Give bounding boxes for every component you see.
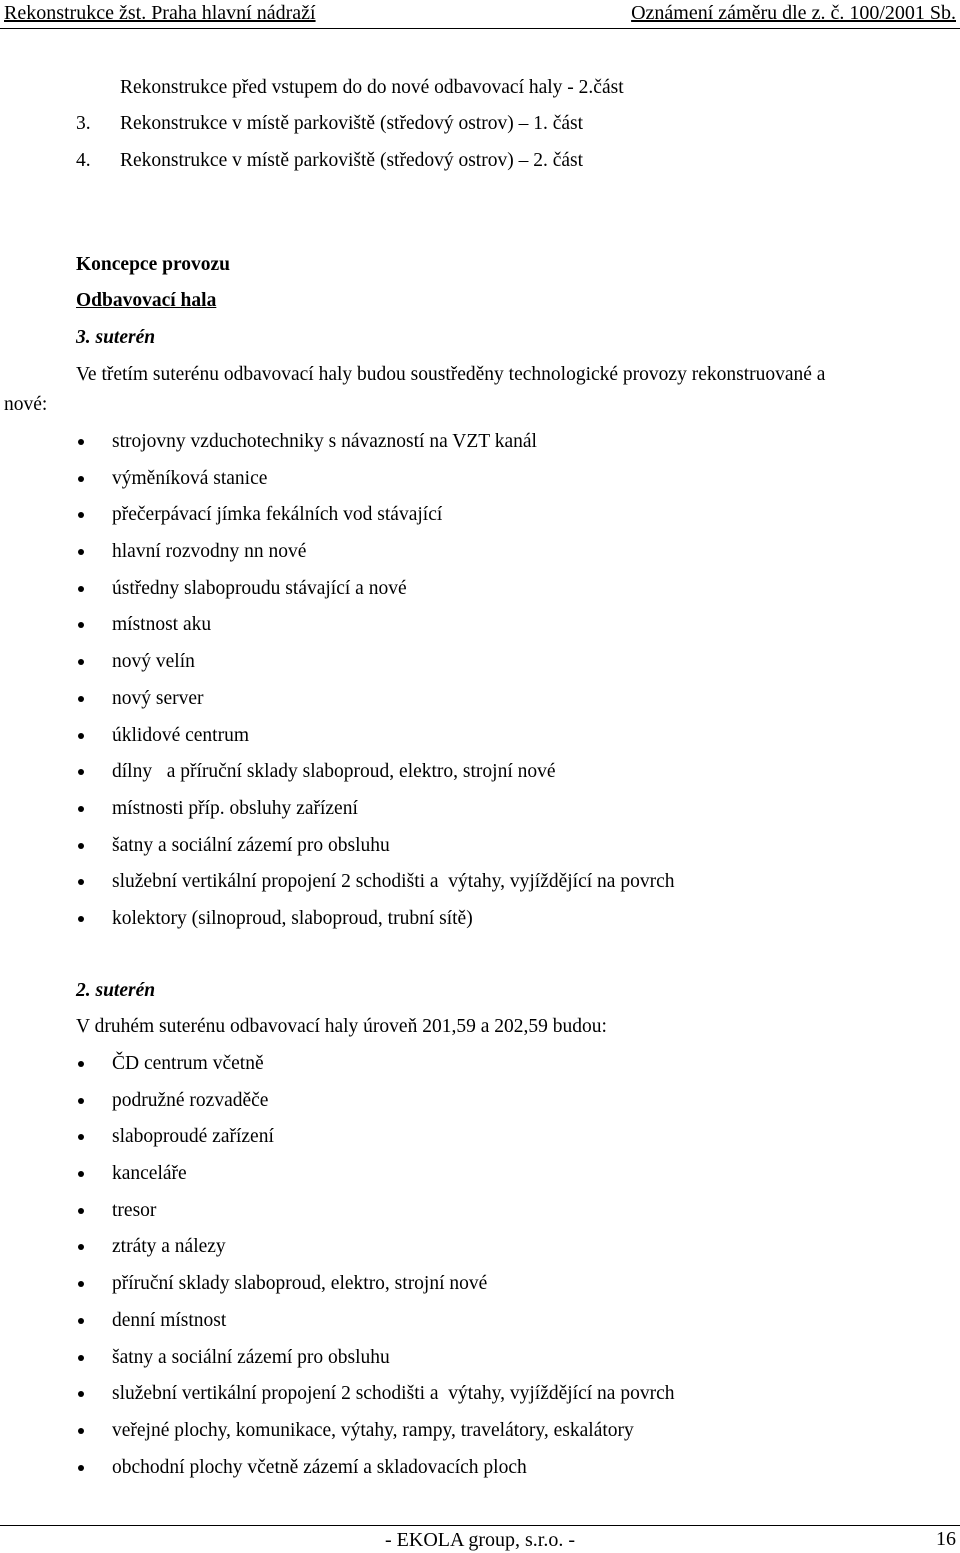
bullet-icon [78,696,84,702]
bullet-icon [78,439,84,445]
bullet-icon [78,1428,84,1434]
bullet-icon [78,916,84,922]
section-title: Koncepce provozu [76,254,231,275]
subsection-title: Odbavovací hala [76,290,217,311]
level3-intro: Ve třetím suterénu odbavovací haly budou soustředěny technologické provozy rekonstruované a [76,364,826,385]
bullet-icon [78,1134,84,1140]
level3-heading: 3. suterén [76,327,156,348]
bullet-icon [78,843,84,849]
bullet-icon [78,1355,84,1361]
bullet-icon [78,622,84,628]
bullet-icon [78,586,84,592]
page-header [0,0,960,29]
bullet-icon [78,476,84,482]
bullet-icon [78,1244,84,1250]
level3-intro-continuation: nové: [4,394,48,415]
header-document-type: Oznámení záměru dle z. č. 100/2001 Sb. [631,2,956,24]
bullet-icon [78,806,84,812]
bullet-icon [78,1171,84,1177]
footer-divider [0,1525,960,1526]
bullet-icon [78,549,84,555]
bullet-icon [78,1208,84,1214]
header-title: Rekonstrukce žst. Praha hlavní nádraží [4,2,316,24]
bullet-icon [78,1061,84,1067]
bullet-icon [78,879,84,885]
bullet-icon [78,769,84,775]
page-number: 16 [936,1528,956,1550]
bullet-icon [78,659,84,665]
level2-heading: 2. suterén [76,980,156,1001]
bullet-icon [78,512,84,518]
bullet-icon [78,1281,84,1287]
bullet-icon [78,733,84,739]
footer-company: - EKOLA group, s.r.o. - [385,1529,575,1551]
bullet-icon [78,1391,84,1397]
level2-intro: V druhém suterénu odbavovací haly úroveň 201,59 a 202,59 budou: [76,1016,607,1037]
bullet-icon [78,1318,84,1324]
bullet-icon [78,1465,84,1471]
bullet-icon [78,1098,84,1104]
